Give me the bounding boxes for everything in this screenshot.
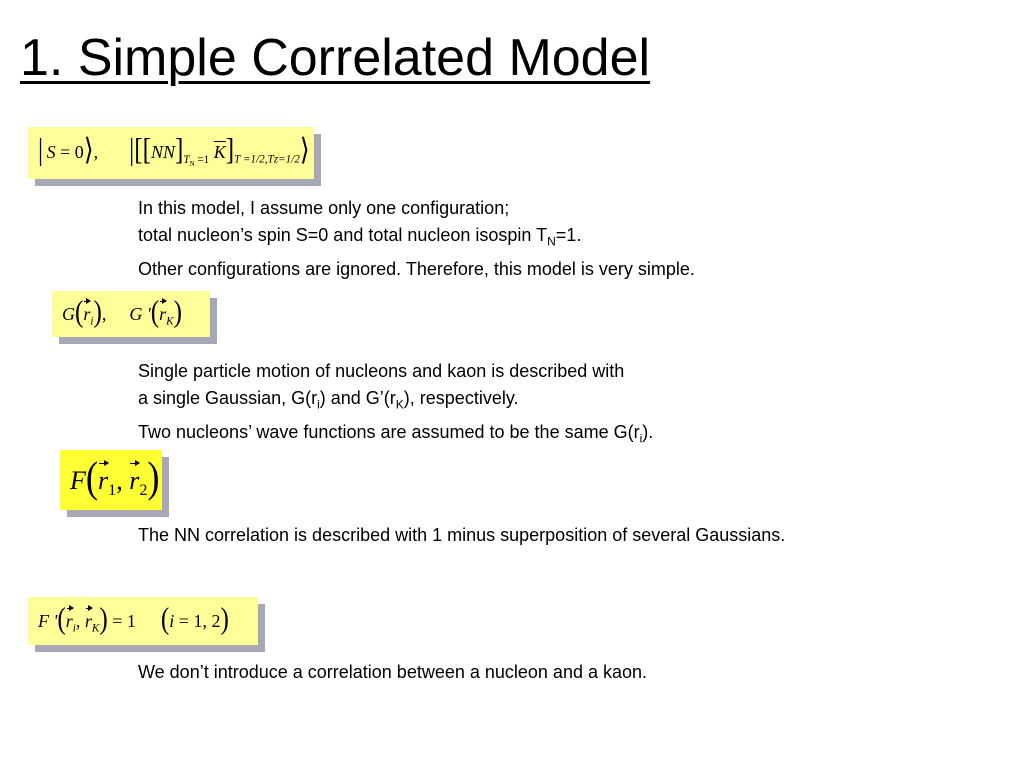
equation-gaussian-box [52,291,210,337]
page-title: 1. Simple Correlated Model [20,29,651,87]
paragraph-gaussian: Single particle motion of nucleons and kaon is described with a single Gaussian, $G(r_i)$ and $G’(r_K)$, respectively. Two nucleons’ wave functions are assumed to be the same $G(r_i)$. [138,361,654,446]
paragraph-nn-correlation: The NN correlation is described with 1 minus superposition of several Gaussians. [138,525,786,545]
equation-correlation-box [60,450,162,510]
equation-nk-correlation-box [28,597,258,645]
correlation-equation: $F(r_1$, $r_2$) [70,453,160,502]
paragraph-nk-correlation: We don’t introduce a correlation between a nucleon and a kaon. [138,662,648,682]
equation-state-box [28,127,314,179]
nk-correlation-equation: F '($r_i$, $r_K) = 1$ (i = 1, 2) [38,603,229,636]
gaussian-equation: $G(r_i)$, G '$(r_K)$ [62,296,183,329]
state-equation: | S = 0⟩, $|[[NN]_{T_N =1}$ $\overline{K}]_{T =1/2,Tz=1/2}⟩$ [38,134,310,168]
paragraph-configuration: In this model, I assume only one configuration; total nucleon’s spin S=0 and total nucleon isospin $T_N=1$. Other configurations are ignored. Therefore, this model is very simple. [138,198,695,279]
